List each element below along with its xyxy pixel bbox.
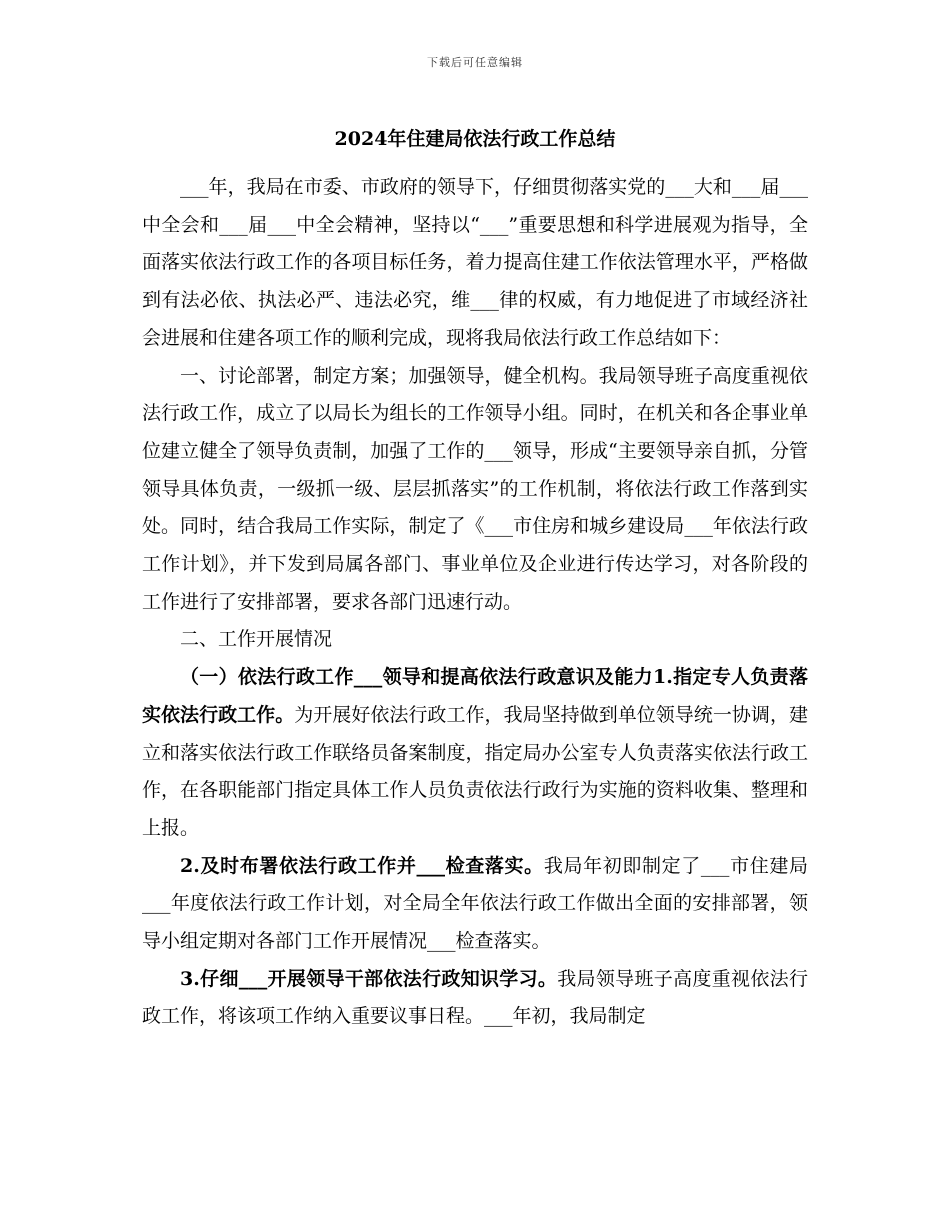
subsection1-text: 为开展好依法行政工作，我局坚持做到单位领导统一协调，建立和落实依法行政工作联络员备案制度，指定局办公室专人负责落实依法行政工作，在各职能部门指定具体工作人员负责依法行政行为实施的资料收集、整理和上报。 [142, 703, 808, 839]
subsection1-lead: （一）依法行政工作___领导和提高依法行政意识及能力1.指定专人负责落实依法行政工作。 [142, 666, 808, 726]
item2-text: 我局年初即制定了___市住建局___年度依法行政工作计划，对全局全年依法行政工作做出全面的安排部署，领导小组定期对各部门工作开展情况___检查落实。 [142, 854, 808, 953]
item3-paragraph [142, 961, 808, 1036]
item2-paragraph [142, 848, 808, 961]
document-title: 2024年住建局依法行政工作总结 [334, 128, 616, 150]
page-header-note: 下载后可任意编辑 [427, 56, 523, 69]
part2-heading: 二、工作开展情况 [180, 628, 333, 651]
item3-text: 我局领导班子高度重视依法行政工作，将该项工作纳入重要议事日程。___年初，我局制定 [142, 967, 808, 1028]
item3-lead: 3.仔细___开展领导干部依法行政知识学习。 [180, 967, 558, 990]
intro-paragraph: ___年，我局在市委、市政府的领导下，仔细贯彻落实党的___大和___届___中全会和___届___中全会精神，坚持以“___”重要思想和科学进展观为指导，全面落实依法行政工作的各项目标任务，着力提高住建工作依法管理水平，严格做到有法必依、执法必严、违法必究，维___律的权威，有力地促进了市域经济社会进展和住建各项工作的顺利完成，现将我局依法行政工作总结如下： [142, 176, 808, 349]
item2-lead: 2.及时布署依法行政工作并___检查落实。 [180, 854, 544, 877]
part1-paragraph: 一、讨论部署，制定方案；加强领导，健全机构。我局领导班子高度重视依法行政工作，成立了以局长为组长的工作领导小组。同时，在机关和各企事业单位建立健全了领导负责制，加强了工作的___领导，形成“主要领导亲自抓，分管领导具体负责，一级抓一级、层层抓落实”的工作机制，将依法行政工作落到实处。同时，结合我局工作实际，制定了《___市住房和城乡建设局___年依法行政工作计划》，并下发到局属各部门、事业单位及企业进行传达学习，对各阶段的工作进行了安排部署，要求各部门迅速行动。 [142, 364, 808, 613]
document-body [142, 169, 808, 1036]
subsection1-paragraph [142, 659, 808, 848]
